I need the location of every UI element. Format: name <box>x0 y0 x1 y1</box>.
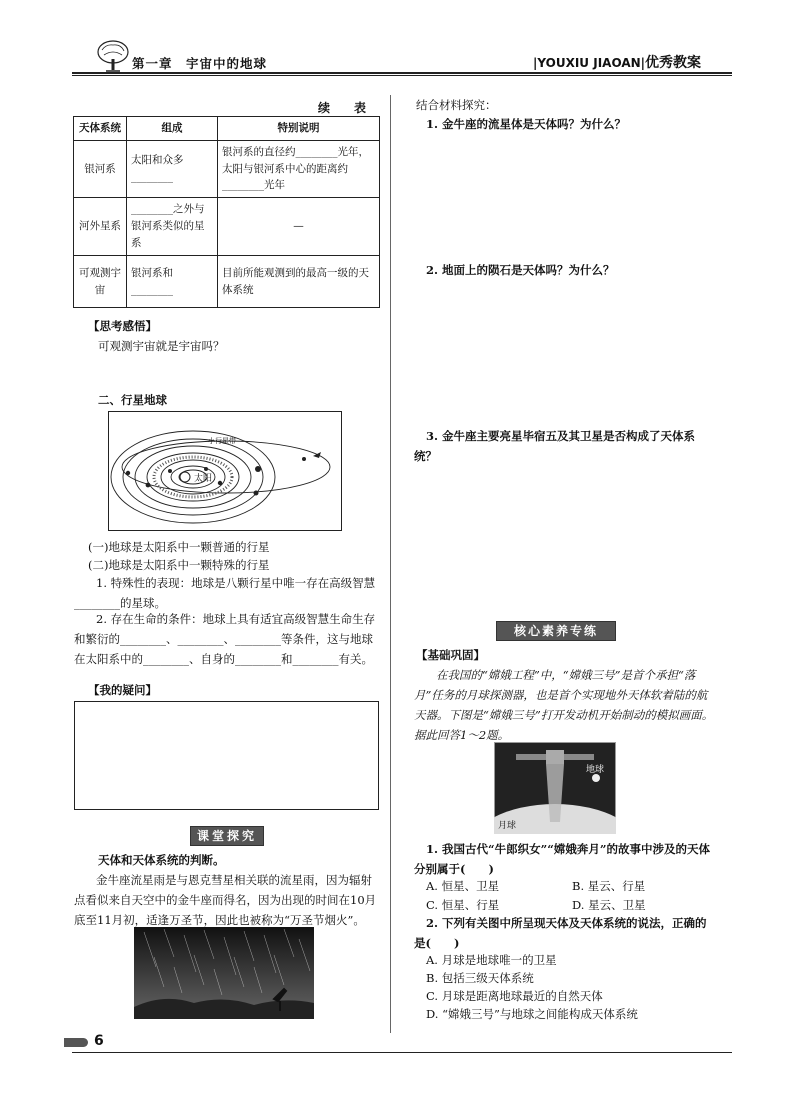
my-questions-box[interactable] <box>74 701 379 810</box>
chang-e-moon-image <box>494 742 616 834</box>
chapter-title: 第一章 宇宙中的地球 <box>132 56 268 71</box>
question-1: 1. 金牛座的流星体是天体吗？为什么？ <box>426 117 627 131</box>
solar-system-diagram <box>108 411 342 531</box>
classroom-heading: 课堂探究 <box>190 826 264 846</box>
column-divider <box>390 95 391 1033</box>
galaxy-table <box>73 116 380 308</box>
my-questions-title: 【我的疑问】 <box>88 683 157 697</box>
table-header-row <box>74 117 380 141</box>
para-normal-planet: (一)地球是太阳系中一颗普通的行星 <box>88 540 270 554</box>
cell: 可观测宇宙 <box>74 256 127 308</box>
table-caption: 续 表 <box>318 101 373 115</box>
tree-logo-icon <box>96 40 130 72</box>
mc1-option-a[interactable]: A. 恒星、卫星 <box>426 879 500 893</box>
table-row <box>74 256 380 308</box>
brand-latin: |YOUXIU JIAOAN| <box>533 56 646 70</box>
mc-question-2: 2. 下列有关图中所呈现天体及天体系统的说法，正确的是( ) <box>414 916 707 951</box>
brand <box>533 52 701 72</box>
mc2-option-d[interactable]: D. “嫦娥三号”与地球之间能构成天体系统 <box>426 1007 638 1021</box>
explore-title: 结合材料探究： <box>416 98 497 112</box>
earth-label: 地球 <box>586 765 605 775</box>
cell: — <box>218 198 380 256</box>
moon-label: 月球 <box>498 821 517 831</box>
topic-title: 天体和天体系统的判断。 <box>98 853 225 867</box>
asteroid-belt-label: 小行星带 <box>208 437 236 445</box>
think-question: 可观测宇宙就是宇宙吗？ <box>98 339 225 353</box>
th-system: 天体系统 <box>74 117 127 141</box>
core-practice-heading: 核心素养专练 <box>496 621 616 641</box>
th-notes: 特别说明 <box>218 117 380 141</box>
th-composition: 组成 <box>127 117 218 141</box>
basic-consolidation-title: 【基础巩固】 <box>416 648 485 662</box>
cell: 目前所能观测到的最高一级的天体系统 <box>218 256 380 308</box>
para-special-planet: (二)地球是太阳系中一颗特殊的行星 <box>88 558 270 572</box>
mc1-option-d[interactable]: D. 星云、卫星 <box>572 898 646 912</box>
mc2-option-b[interactable]: B. 包括三级天体系统 <box>426 971 534 985</box>
cell: 河外星系 <box>74 198 127 256</box>
table-row <box>74 140 380 197</box>
chang-e-intro: 在我国的“嫦娥工程”中，“嫦娥三号”是首个承担“落月”任务的月球探测器，也是首个实现地外天体软着陆的航天器。下图是“嫦娥三号”打开发动机开始制动的模拟画面。据此回答1～2题。 <box>414 668 714 743</box>
star-trail-photo <box>134 927 314 1019</box>
para-special-performance: 1. 特殊性的表现：地球是八颗行星中唯一存在高级智慧________的星球。 <box>74 576 376 611</box>
page-number: 6 <box>94 1033 104 1049</box>
question-2: 2. 地面上的陨石是天体吗？为什么？ <box>426 263 615 277</box>
section-2-title: 二、行星地球 <box>98 393 167 407</box>
brand-cn: 优秀教案 <box>645 55 702 71</box>
mc-question-1: 1. 我国古代“牛郎织女”“嫦娥奔月”的故事中涉及的天体分别属于( ) <box>414 842 710 877</box>
cell: 银河系的直径约________光年，太阳与银河系中心的距离约________光年 <box>218 140 380 197</box>
mc1-option-c[interactable]: C. 恒星、行星 <box>426 898 500 912</box>
header-rule <box>72 72 732 74</box>
meteor-paragraph: 金牛座流星雨是与恩克彗星相关联的流星雨，因为辐射点看似来自天空中的金牛座而得名，因为出现的时间在10月底至11月初，适逢万圣节，因此也被称为“万圣节烟火”。 <box>74 873 377 928</box>
header-rule-thin <box>72 75 732 76</box>
mc2-option-c[interactable]: C. 月球是距离地球最近的自然天体 <box>426 989 603 1003</box>
cell: ________之外与银河系类似的星系 <box>127 198 218 256</box>
question-3: 3. 金牛座主要亮星毕宿五及其卫星是否构成了天体系统？ <box>414 429 696 464</box>
mc2-option-a[interactable]: A. 月球是地球唯一的卫星 <box>426 953 557 967</box>
footer-rule <box>72 1052 732 1053</box>
cell: 银河系 <box>74 140 127 197</box>
table-row <box>74 198 380 256</box>
cell: 银河系和________ <box>127 256 218 308</box>
cell: 太阳和众多________ <box>127 140 218 197</box>
para-life-conditions: 2. 存在生命的条件：地球上具有适宜高级智慧生命生存和繁衍的________、________、________等条件，这与地球在太阳系中的________、自身的________和________有关。 <box>74 612 376 667</box>
mc1-option-b[interactable]: B. 星云、行星 <box>572 879 646 893</box>
page-tab <box>64 1038 88 1047</box>
sun-label: 太阳 <box>194 474 213 484</box>
think-title: 【思考感悟】 <box>88 319 157 333</box>
